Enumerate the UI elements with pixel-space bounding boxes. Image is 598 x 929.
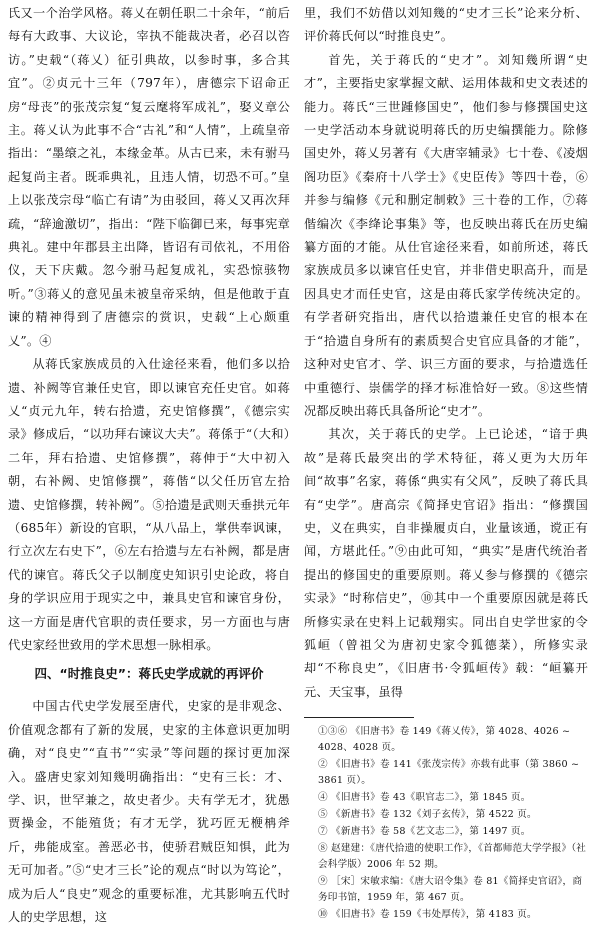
footnote: ⑤ 《新唐书》卷 132《刘子玄传》，第 4522 页。 xyxy=(318,809,537,821)
footnote: ② 《旧唐书》卷 141《张茂宗传》亦载有此事（第 3860 ~ 3861 页）。 xyxy=(318,759,580,787)
footnote: ①③⑥ 《旧唐书》卷 149《蒋乂传》，第 4028、4026 ~ 4028、4028 页。 xyxy=(318,726,571,754)
footnotes xyxy=(304,724,588,923)
right-column xyxy=(304,2,588,924)
footnote: ⑩ 《旧唐书》卷 159《韦处厚传》，第 4183 页。 xyxy=(318,909,537,921)
body-paragraph: 里，我们不妨借以刘知幾的“史才三长”论来分析、评价蒋氏何以“时推良史”。 xyxy=(304,6,588,44)
body-paragraph: 首先，关于蒋氏的“史才”。刘知幾所谓“史才”，主要指史家掌握文献、运用体裁和史文表述的能力。蒋氏“三世踵修国史”，他们参与修撰国史这一史学活动本身就说明蒋氏的历史编撰能力。除修国史外，蒋乂另著有《大唐宰辅录》七十卷、《凌烟阁功臣》《秦府十八学士》《史臣传》等四十卷，⑥并参与编修《元和删定制敕》三十卷的工作，⑦蒋偕编次《李绛论事集》等，也反映出蒋氏在历史编纂方面的才能。从仕官途径来看，如前所述，蒋氏家族成员多以谏官任史官，并非借史职高升，而是因具史才而任史官，这是由蒋氏家学传统决定的。有学者研究指出，唐代以拾遗兼任史官的根本在于“拾遗自身所有的素质契合史官应具备的才能”，这种对史官才、学、识三方面的要求，与拾遗选任中重德行、崇儒学的择才标准恰好一致。⑧这些情况都反映出蒋氏具备所论“史才”。 xyxy=(304,52,588,418)
body-paragraph: 其次，关于蒋氏的史学。上已论述，“谙于典故”是蒋氏最突出的学术特征，蒋乂更为大历年间“故事”名家，蒋係“典实有父风”，反映了蒋氏具有“史学”。唐高宗《简择史官诏》指出：“修撰国史，义在典实，自非操履贞白，业量该通，谠正有闻，方堪此任。”⑨由此可知，“典实”是唐代统治者提出的修国史的重要原则。蒋乂参与修撰的《德宗实录》“时称信史”，⑩其中一个重要原因就是蒋氏所修实录在史料上记载翔实。同出自史学世家的令狐峘（曾祖父为唐初史家令狐德棻），所修实录却“不称良史”，《旧唐书·令狐峘传》载：“峘纂开元、天宝事，虽得 xyxy=(304,427,588,699)
body-paragraph: 从蒋氏家族成员的入仕途径来看，他们多以拾遗、补阙等官兼任史官，即以谏官充任史官。如蒋乂“贞元九年，转右拾遗，充史馆修撰”，《德宗实录》修成后，“以功拜右谏议大夫”。蒋係于“（大和）二年，拜右拾遗、史馆修撰”，蒋伸于“大中初入朝，右补阙、史馆修撰”，蒋偕“以父任历官左拾遗、史馆修撰，转补阙”。⑤拾遗是武则天垂拱元年（685年）新设的官职，“从八品上，掌供奉讽谏，行立次左右史下”，⑥左右拾遗与左右补阙，都是唐代的谏官。蒋氏父子以制度史知识引史论政，将自身的学识应用于现实之中，兼具史官和谏官身份，这一方面是唐代官职的责任要求，另一方面也与唐代史家经世致用的学术思想一脉相承。 xyxy=(8,357,290,652)
footnote: ④ 《旧唐书》卷 43《职官志二》，第 1845 页。 xyxy=(318,792,531,804)
footnote: ⑨ ［宋］宋敏求编：《唐大诏令集》卷 81《简择史官诏》，商务印书馆，1959 年，第 467 页。 xyxy=(318,876,583,904)
left-column xyxy=(8,2,290,929)
section-heading: 四、“时推良史”：蒋氏史学成就的再评价 xyxy=(34,666,264,682)
body-paragraph: 中国古代史学发展至唐代，史家的是非观念、价值观念都有了新的发展，史家的主体意识更加明确，对“良史”“直书”“实录”等问题的探讨更加深入。盛唐史家刘知幾明确指出：“史有三长：才、学、识，世罕兼之，故史者少。夫有学无才，犹愚贾操金，不能殖货；有才无学，犹巧匠无楩柟斧斤，弗能成室。善恶必书，使骄君贼臣知惧，此为无可加者。”⑤“史才三长”论的观点“时以为笃论”，成为后人“良史”观念的重要标准，尤其影响五代时人的史学思想，这 xyxy=(8,699,290,925)
footnote-divider xyxy=(304,717,414,718)
body-paragraph: 氏又一个治学风格。蒋乂在朝任职二十余年，“前后每有大政事、大议论，宰执不能裁决者，必召以咨访。”史载“（蒋乂）征引典故，以参时事，多合其宜”。②贞元十三年（797年），唐德宗下诏命正房“母丧”的张茂宗复“复云麾将军成礼”，娶义章公主。蒋乂认为此事不合“古礼”和“人情”，上疏皇帝指出：“墨缞之礼，本缘金革。从古已来，未有驸马起复尚主者。既乖典礼，且违人情，切恐不可。”皇上以张茂宗母“临亡有请”为由驳回，蒋乂又再次拜疏，“辞逾激切”，指出：“陛下临御已来，每事宪章典礼。建中年郡县主出降，皆诏有司依礼，不用俗仪，天下庆戴。忽今驸马起复成礼，实恐惊骇物听。”③蒋乂的意见虽未被皇帝采纳，但是他敢于直谏的精神得到了唐德宗的赏识，史载“上心颇重乂”。④ xyxy=(8,6,290,348)
footnote: ⑧ 赵建建：《唐代拾遗的使职工作》，《首都师范大学学报》（社会科学版）2006 年 52 期。 xyxy=(318,843,587,871)
footnote: ⑦ 《新唐书》卷 58《艺文志二》，第 1497 页。 xyxy=(318,826,531,838)
